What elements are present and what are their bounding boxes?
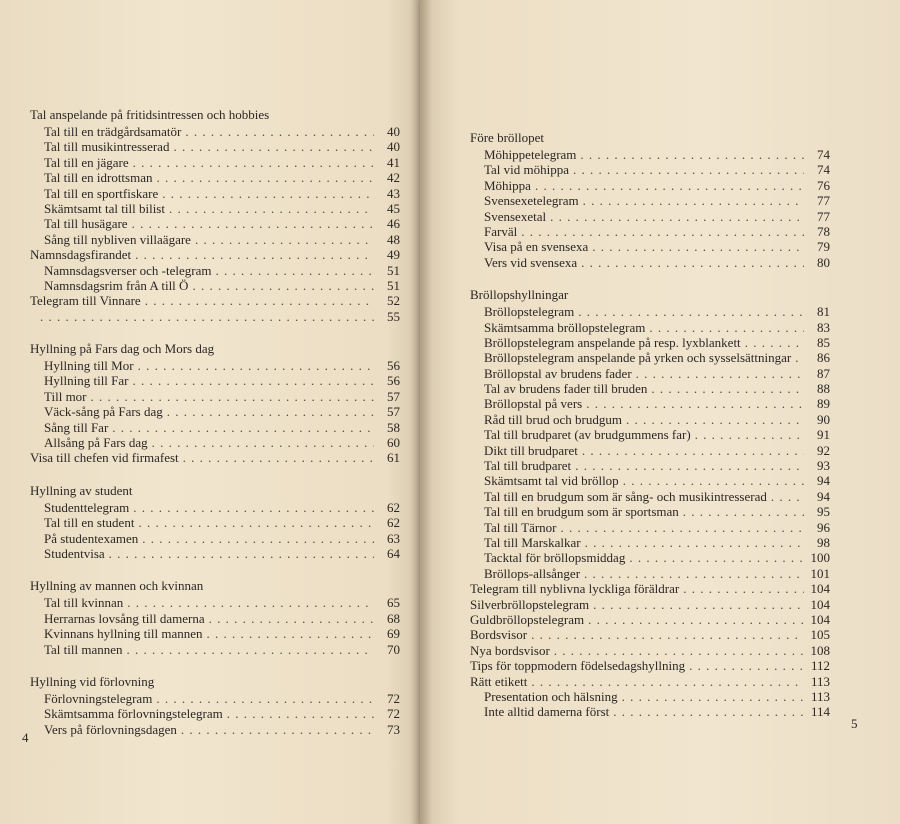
toc-entry bbox=[470, 162, 830, 177]
entry-page-number: 70 bbox=[387, 641, 400, 657]
entry-title: Tal till musikintresserad bbox=[44, 139, 170, 155]
right-page-number: 5 bbox=[851, 716, 858, 731]
entry-title: Visa till chefen vid firmafest bbox=[30, 450, 179, 466]
entry-page-number: 60 bbox=[387, 435, 400, 451]
toc-entry bbox=[30, 642, 400, 657]
entry-page-number: 112 bbox=[810, 658, 830, 674]
entry-title: Tal till en brudgum som är sång- och musikintresserad bbox=[484, 488, 767, 504]
dot-leader bbox=[593, 597, 804, 612]
toc-entry bbox=[470, 350, 830, 365]
entry-page-number: 105 bbox=[810, 627, 830, 643]
entry-title: Telegram till nyblivna lyckliga föräldrar bbox=[470, 581, 680, 597]
entry-title: Visa på en svensexa bbox=[484, 239, 589, 255]
entry-title: Telegram till Vinnare bbox=[30, 293, 141, 309]
entry-page-number: 57 bbox=[387, 388, 400, 404]
toc-entry bbox=[470, 412, 830, 427]
entry-title: Tal till Tärnor bbox=[484, 519, 557, 535]
entry-page-number: 113 bbox=[810, 673, 830, 689]
toc-entry bbox=[470, 504, 830, 519]
dot-leader bbox=[162, 186, 374, 201]
entry-title: Svensexetal bbox=[484, 208, 547, 224]
entry-page-number: 43 bbox=[387, 185, 400, 201]
entry-title: Bröllopstal på vers bbox=[484, 396, 583, 412]
toc-entry bbox=[30, 216, 400, 231]
entry-page-number: 83 bbox=[817, 319, 830, 335]
dot-leader bbox=[173, 139, 374, 154]
entry-page-number: 51 bbox=[387, 277, 400, 293]
dot-leader bbox=[185, 124, 374, 139]
dot-leader bbox=[40, 309, 374, 324]
entry-page-number: 93 bbox=[817, 458, 830, 474]
entry-title: Hyllning till Mor bbox=[44, 358, 134, 374]
toc-entry bbox=[470, 193, 830, 208]
entry-page-number: 113 bbox=[810, 688, 830, 704]
entry-page-number: 69 bbox=[387, 626, 400, 642]
entry-page-number: 56 bbox=[387, 358, 400, 374]
entry-page-number: 72 bbox=[387, 690, 400, 706]
dot-leader bbox=[181, 722, 374, 737]
toc-entry bbox=[470, 689, 830, 704]
dot-leader bbox=[207, 626, 374, 641]
dot-leader bbox=[127, 595, 374, 610]
right-table-of-contents bbox=[470, 130, 830, 737]
entry-title: Herrarnas lovsång till damerna bbox=[44, 610, 205, 626]
dot-leader bbox=[132, 216, 374, 231]
section-heading: Hyllning av student bbox=[30, 482, 133, 498]
entry-page-number: 55 bbox=[387, 308, 400, 324]
entry-title: Nya bordsvisor bbox=[470, 642, 550, 658]
dot-leader bbox=[585, 535, 804, 550]
toc-entry bbox=[30, 170, 400, 185]
entry-page-number: 90 bbox=[817, 411, 830, 427]
dot-leader bbox=[695, 427, 804, 442]
entry-page-number: 62 bbox=[387, 499, 400, 515]
entry-page-number: 94 bbox=[817, 488, 830, 504]
entry-title: Skämtsamt tal vid bröllop bbox=[484, 473, 619, 489]
dot-leader bbox=[133, 500, 374, 515]
entry-page-number: 51 bbox=[387, 262, 400, 278]
toc-entry bbox=[30, 420, 400, 435]
dot-leader bbox=[636, 366, 804, 381]
dot-leader bbox=[795, 350, 804, 365]
dot-leader bbox=[581, 255, 804, 270]
dot-leader bbox=[157, 170, 375, 185]
entry-title: Tal till en brudgum som är sportsman bbox=[484, 504, 679, 520]
entry-page-number: 79 bbox=[817, 239, 830, 255]
toc-entry bbox=[30, 373, 400, 388]
toc-entry bbox=[470, 643, 830, 658]
dot-leader bbox=[582, 443, 804, 458]
entry-title: Möhippetelegram bbox=[484, 147, 577, 162]
toc-entry bbox=[470, 178, 830, 193]
entry-page-number: 96 bbox=[817, 519, 830, 535]
entry-title: Presentation och hälsning bbox=[484, 688, 618, 704]
dot-leader bbox=[183, 450, 374, 465]
entry-page-number: 88 bbox=[817, 381, 830, 397]
entry-title: Tal till Marskalkar bbox=[484, 534, 581, 550]
toc-entry bbox=[470, 581, 830, 596]
toc-entry bbox=[470, 239, 830, 254]
entry-page-number: 108 bbox=[810, 642, 830, 658]
toc-entry bbox=[470, 674, 830, 689]
toc-entry bbox=[30, 263, 400, 278]
dot-leader bbox=[550, 209, 804, 224]
entry-page-number: 91 bbox=[817, 427, 830, 443]
dot-leader bbox=[138, 515, 374, 530]
entry-title: Tal till brudparet bbox=[484, 458, 572, 474]
dot-leader bbox=[573, 162, 804, 177]
dot-leader bbox=[135, 247, 374, 262]
toc-section bbox=[30, 341, 400, 466]
dot-leader bbox=[580, 147, 804, 162]
entry-title: Tal av brudens fader till bruden bbox=[484, 381, 648, 397]
dot-leader bbox=[195, 232, 374, 247]
entry-page-number: 62 bbox=[387, 515, 400, 531]
toc-entry bbox=[30, 293, 400, 308]
dot-leader bbox=[112, 420, 374, 435]
dot-leader bbox=[578, 304, 804, 319]
section-heading: Före bröllopet bbox=[470, 130, 545, 145]
dot-leader bbox=[561, 520, 805, 535]
section-heading: Hyllning vid förlovning bbox=[30, 673, 155, 689]
toc-section bbox=[470, 287, 830, 720]
entry-title: Namnsdagsrim från A till Ö bbox=[44, 277, 189, 293]
toc-entry bbox=[470, 320, 830, 335]
entry-page-number: 89 bbox=[817, 396, 830, 412]
toc-entry bbox=[30, 546, 400, 561]
toc-entry bbox=[470, 473, 830, 488]
dot-leader bbox=[152, 435, 374, 450]
entry-page-number: 48 bbox=[387, 231, 400, 247]
entry-title: Sång till nybliven villaägare bbox=[44, 231, 191, 247]
entry-title: Tacktal för bröllopsmiddag bbox=[484, 550, 626, 566]
dot-leader bbox=[622, 689, 804, 704]
entry-title: Tal till kvinnan bbox=[44, 595, 124, 611]
entry-title: Skämtsamma bröllopstelegram bbox=[484, 319, 646, 335]
toc-entry bbox=[470, 209, 830, 224]
entry-title: Möhippa bbox=[484, 177, 531, 193]
dot-leader bbox=[592, 239, 804, 254]
toc-entry bbox=[470, 224, 830, 239]
section-heading: Tal anspelande på fritidsintressen och hobbies bbox=[30, 107, 270, 122]
dot-leader bbox=[586, 396, 804, 411]
toc-entry bbox=[470, 704, 830, 719]
entry-title: Sång till Far bbox=[44, 419, 109, 435]
entry-page-number: 77 bbox=[817, 193, 830, 209]
entry-title: Tal till en idrottsman bbox=[44, 170, 153, 186]
dot-leader bbox=[192, 278, 374, 293]
entry-title: Bröllopstelegram anspelande på yrken och sysselsättningar bbox=[484, 350, 792, 366]
entry-page-number: 104 bbox=[810, 581, 830, 597]
toc-entry bbox=[30, 450, 400, 465]
entry-page-number: 74 bbox=[817, 147, 830, 162]
toc-entry bbox=[470, 335, 830, 350]
entry-title: Råd till brud och brudgum bbox=[484, 411, 622, 427]
entry-title: Rätt etikett bbox=[470, 673, 528, 689]
entry-title: Farväl bbox=[484, 223, 518, 239]
section-heading: Bröllopshyllningar bbox=[470, 287, 569, 303]
dot-leader bbox=[133, 373, 375, 388]
entry-page-number: 65 bbox=[387, 595, 400, 611]
toc-entry bbox=[30, 595, 400, 610]
entry-page-number: 92 bbox=[817, 442, 830, 458]
dot-leader bbox=[531, 627, 804, 642]
toc-entry bbox=[470, 627, 830, 642]
entry-title: Silverbröllopstelegram bbox=[470, 596, 590, 612]
toc-entry bbox=[470, 489, 830, 504]
entry-title: Tal till brudparet (av brudgummens far) bbox=[484, 427, 691, 443]
toc-entry bbox=[30, 611, 400, 626]
entry-title: Bordsvisor bbox=[470, 627, 528, 643]
entry-page-number: 87 bbox=[817, 365, 830, 381]
entry-title: Tal till husägare bbox=[44, 216, 128, 232]
dot-leader bbox=[588, 612, 804, 627]
toc-entry bbox=[470, 597, 830, 612]
entry-title: Guldbröllopstelegram bbox=[470, 611, 585, 627]
toc-entry bbox=[30, 278, 400, 293]
toc-entry bbox=[30, 186, 400, 201]
toc-entry bbox=[30, 500, 400, 515]
entry-page-number: 61 bbox=[387, 450, 400, 466]
entry-page-number: 76 bbox=[817, 177, 830, 193]
toc-entry bbox=[470, 366, 830, 381]
entry-title: Vers vid svensexa bbox=[484, 254, 578, 270]
entry-page-number: 68 bbox=[387, 610, 400, 626]
dot-leader bbox=[531, 674, 804, 689]
toc-entry bbox=[470, 535, 830, 550]
toc-entry bbox=[470, 458, 830, 473]
toc-entry bbox=[470, 612, 830, 627]
dot-leader bbox=[156, 691, 374, 706]
entry-page-number: 98 bbox=[817, 534, 830, 550]
toc-entry bbox=[30, 626, 400, 641]
dot-leader bbox=[138, 358, 374, 373]
toc-entry bbox=[30, 309, 400, 324]
entry-page-number: 95 bbox=[817, 504, 830, 520]
dot-leader bbox=[689, 658, 804, 673]
toc-entry bbox=[30, 247, 400, 262]
entry-title: Hyllning till Far bbox=[44, 373, 129, 389]
dot-leader bbox=[209, 611, 374, 626]
entry-page-number: 77 bbox=[817, 208, 830, 224]
entry-page-number: 46 bbox=[387, 216, 400, 232]
entry-title: Tal till en sportfiskare bbox=[44, 185, 159, 201]
entry-page-number: 57 bbox=[387, 404, 400, 420]
entry-page-number: 40 bbox=[387, 124, 400, 139]
toc-entry bbox=[470, 520, 830, 535]
entry-page-number: 73 bbox=[387, 721, 400, 737]
dot-leader bbox=[623, 473, 804, 488]
toc-section bbox=[30, 674, 400, 737]
entry-page-number: 58 bbox=[387, 419, 400, 435]
entry-title: Bröllopstelegram anspelande på resp. lyxblankett bbox=[484, 334, 741, 350]
dot-leader bbox=[651, 381, 804, 396]
toc-entry bbox=[470, 304, 830, 319]
dot-leader bbox=[583, 193, 804, 208]
entry-title: Skämtsamt tal till bilist bbox=[44, 200, 165, 216]
entry-title: Tal till en trädgårdsamatör bbox=[44, 124, 182, 139]
dot-leader bbox=[745, 335, 804, 350]
toc-entry bbox=[470, 658, 830, 673]
dot-leader bbox=[216, 263, 375, 278]
toc-entry bbox=[30, 691, 400, 706]
left-page-number: 4 bbox=[22, 730, 29, 745]
dot-leader bbox=[613, 704, 804, 719]
entry-page-number: 64 bbox=[387, 545, 400, 561]
entry-title: Bröllops-allsånger bbox=[484, 565, 581, 581]
entry-page-number: 56 bbox=[387, 373, 400, 389]
entry-page-number: 80 bbox=[817, 254, 830, 270]
toc-entry bbox=[470, 443, 830, 458]
left-table-of-contents bbox=[30, 107, 400, 754]
toc-entry bbox=[30, 722, 400, 737]
dot-leader bbox=[584, 566, 804, 581]
entry-page-number: 41 bbox=[387, 154, 400, 170]
dot-leader bbox=[626, 412, 804, 427]
dot-leader bbox=[535, 178, 804, 193]
entry-title: Kvinnans hyllning till mannen bbox=[44, 626, 203, 642]
dot-leader bbox=[167, 404, 374, 419]
toc-entry bbox=[470, 427, 830, 442]
toc-entry bbox=[30, 435, 400, 450]
entry-title: Inte alltid damerna först bbox=[484, 704, 610, 720]
toc-entry bbox=[470, 566, 830, 581]
toc-entry bbox=[30, 404, 400, 419]
dot-leader bbox=[169, 201, 374, 216]
entry-title: Tal vid möhippa bbox=[484, 162, 570, 178]
entry-page-number: 40 bbox=[387, 139, 400, 155]
entry-title: Studenttelegram bbox=[44, 499, 130, 515]
toc-entry bbox=[30, 201, 400, 216]
toc-entry bbox=[30, 124, 400, 139]
entry-page-number: 49 bbox=[387, 247, 400, 263]
entry-page-number: 104 bbox=[810, 596, 830, 612]
toc-entry bbox=[30, 531, 400, 546]
entry-title: Tal till mannen bbox=[44, 641, 123, 657]
section-heading: Hyllning av mannen och kvinnan bbox=[30, 578, 204, 594]
dot-leader bbox=[133, 155, 374, 170]
dot-leader bbox=[142, 531, 374, 546]
dot-leader bbox=[554, 643, 804, 658]
entry-title: Tal till en student bbox=[44, 515, 135, 531]
book-gutter bbox=[410, 0, 432, 824]
entry-page-number: 72 bbox=[387, 706, 400, 722]
toc-entry bbox=[30, 706, 400, 721]
entry-page-number: 100 bbox=[810, 550, 830, 566]
toc-entry bbox=[470, 396, 830, 411]
entry-title: Svensexetelegram bbox=[484, 193, 579, 209]
entry-title: Förlovningstelegram bbox=[44, 690, 153, 706]
entry-title: Skämtsamma förlovningstelegram bbox=[44, 706, 223, 722]
entry-title: Vers på förlovningsdagen bbox=[44, 721, 177, 737]
entry-title: Namnsdagsverser och -telegram bbox=[44, 262, 212, 278]
toc-entry bbox=[470, 381, 830, 396]
entry-title: Tal till en jägare bbox=[44, 154, 129, 170]
toc-entry bbox=[30, 515, 400, 530]
entry-page-number: 85 bbox=[817, 334, 830, 350]
entry-page-number: 42 bbox=[387, 170, 400, 186]
entry-title: Väck-sång på Fars dag bbox=[44, 404, 163, 420]
dot-leader bbox=[109, 546, 374, 561]
toc-entry bbox=[30, 389, 400, 404]
entry-title: Allsång på Fars dag bbox=[44, 435, 148, 451]
dot-leader bbox=[683, 504, 804, 519]
entry-title: Bröllopstal av brudens fader bbox=[484, 365, 632, 381]
dot-leader bbox=[127, 642, 374, 657]
entry-page-number: 94 bbox=[817, 473, 830, 489]
toc-entry bbox=[470, 255, 830, 270]
entry-title: Bröllopstelegram bbox=[484, 304, 575, 320]
dot-leader bbox=[629, 550, 804, 565]
entry-title: Studentvisa bbox=[44, 545, 105, 561]
toc-entry bbox=[470, 550, 830, 565]
entry-page-number: 78 bbox=[817, 223, 830, 239]
toc-section bbox=[470, 130, 830, 270]
entry-title: Till mor bbox=[44, 388, 87, 404]
toc-section bbox=[30, 107, 400, 324]
toc-entry bbox=[30, 139, 400, 154]
toc-entry bbox=[30, 358, 400, 373]
toc-entry bbox=[30, 232, 400, 247]
dot-leader bbox=[521, 224, 804, 239]
toc-entry bbox=[30, 155, 400, 170]
dot-leader bbox=[575, 458, 804, 473]
entry-page-number: 104 bbox=[810, 611, 830, 627]
dot-leader bbox=[145, 293, 374, 308]
entry-page-number: 52 bbox=[387, 293, 400, 309]
entry-title: Tips för toppmodern födelsedagshyllning bbox=[470, 658, 686, 674]
toc-section bbox=[30, 578, 400, 657]
entry-title: På studentexamen bbox=[44, 530, 139, 546]
section-heading: Hyllning på Fars dag och Mors dag bbox=[30, 341, 215, 357]
entry-page-number: 101 bbox=[810, 565, 830, 581]
entry-page-number: 114 bbox=[810, 704, 830, 720]
toc-entry bbox=[470, 147, 830, 162]
entry-page-number: 74 bbox=[817, 162, 830, 178]
entry-page-number: 86 bbox=[817, 350, 830, 366]
entry-page-number: 63 bbox=[387, 530, 400, 546]
entry-title: Namnsdagsfirandet bbox=[30, 247, 132, 263]
dot-leader bbox=[91, 389, 374, 404]
entry-page-number: 81 bbox=[817, 304, 830, 320]
toc-section bbox=[30, 483, 400, 562]
entry-title: Dikt till brudparet bbox=[484, 442, 578, 458]
dot-leader bbox=[227, 706, 374, 721]
dot-leader bbox=[771, 489, 804, 504]
entry-page-number: 45 bbox=[387, 200, 400, 216]
dot-leader bbox=[649, 320, 804, 335]
dot-leader bbox=[683, 581, 804, 596]
